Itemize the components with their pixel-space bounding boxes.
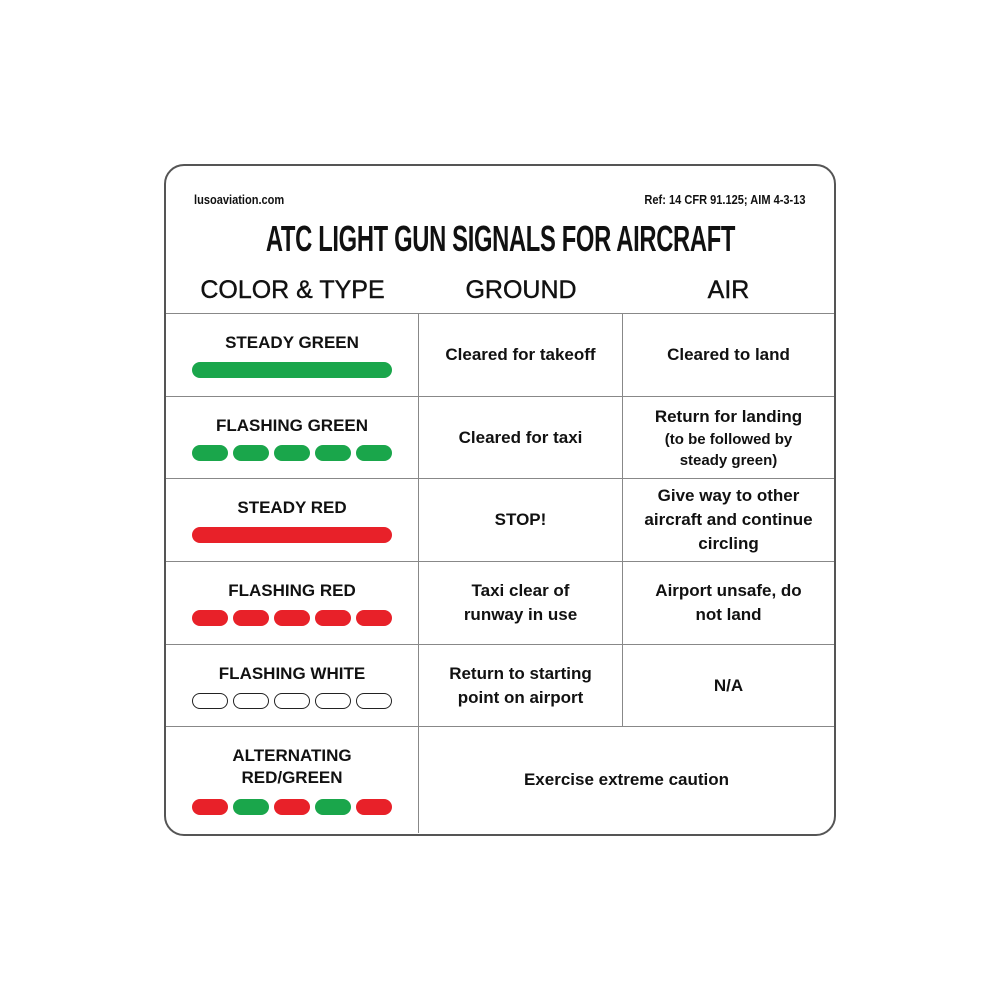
air-meaning — [623, 479, 834, 562]
light-pill — [274, 445, 310, 461]
signal-label: STEADY RED — [237, 498, 347, 517]
flashing-red-lights — [192, 610, 392, 626]
signal-label: ALTERNATING RED/GREEN — [232, 746, 352, 787]
light-pill — [356, 610, 392, 626]
signal-label: FLASHING RED — [228, 581, 356, 600]
ground-meaning: Cleared for taxi — [419, 397, 623, 479]
light-pill — [315, 445, 351, 461]
light-pill — [192, 610, 228, 626]
light-pill — [274, 799, 310, 815]
signal-label: STEADY GREEN — [225, 333, 359, 352]
page-title — [166, 218, 834, 260]
website-label: lusoaviation.com — [194, 192, 285, 207]
air-meaning-text: Airport unsafe, do not land — [655, 581, 802, 624]
signal-label: FLASHING WHITE — [218, 663, 366, 683]
air-meaning: Cleared to land — [623, 314, 834, 397]
light-pill — [233, 445, 269, 461]
light-pill — [356, 693, 392, 709]
signal-steady-green — [166, 314, 419, 397]
ground-meaning: Cleared for takeoff — [419, 314, 623, 397]
air-meaning — [623, 397, 834, 479]
header-color-type: COLOR & TYPE — [200, 276, 385, 304]
header-air: AIR — [707, 276, 750, 304]
signals-table — [166, 313, 834, 833]
ground-and-air-meaning: Exercise extreme caution — [523, 770, 730, 789]
steady-green-light — [192, 362, 392, 378]
title-text: ATC LIGHT GUN SIGNALS FOR AIRCRAFT — [265, 218, 735, 259]
light-pill — [315, 693, 351, 709]
ground-meaning-text: Return to starting point on airport — [449, 663, 592, 707]
alternating-lights — [192, 799, 392, 815]
light-pill — [233, 799, 269, 815]
atc-light-signals-card — [164, 164, 836, 836]
flashing-green-lights — [192, 445, 392, 461]
ground-meaning — [419, 645, 623, 727]
light-pill — [356, 445, 392, 461]
ground-meaning-text: Taxi clear of runway in use — [463, 581, 578, 624]
light-pill — [192, 693, 228, 709]
light-pill — [315, 799, 351, 815]
header-ground: GROUND — [465, 276, 577, 304]
signal-label: FLASHING GREEN — [215, 415, 369, 435]
ground-meaning: STOP! — [419, 479, 623, 562]
light-pill — [274, 693, 310, 709]
ground-meaning — [419, 562, 623, 645]
air-meaning-note: (to be followed by steady green) — [664, 430, 793, 469]
flashing-white-lights — [192, 693, 392, 709]
steady-red-light — [192, 527, 392, 543]
air-meaning-text: Return for landing — [654, 406, 803, 426]
reference-label: Ref: 14 CFR 91.125; AIM 4-3-13 — [644, 192, 806, 207]
air-meaning — [623, 562, 834, 645]
light-pill — [274, 610, 310, 626]
air-meaning: N/A — [623, 645, 834, 727]
air-meaning-text: Give way to other aircraft and continue circling — [644, 486, 813, 553]
light-pill — [233, 693, 269, 709]
signal-flashing-white — [166, 645, 419, 727]
signal-alternating-red-green — [166, 727, 419, 833]
light-pill — [356, 799, 392, 815]
light-pill — [315, 610, 351, 626]
signal-flashing-red — [166, 562, 419, 645]
light-pill — [192, 445, 228, 461]
signal-steady-red — [166, 479, 419, 562]
light-pill — [192, 799, 228, 815]
light-pill — [233, 610, 269, 626]
signal-flashing-green — [166, 397, 419, 479]
